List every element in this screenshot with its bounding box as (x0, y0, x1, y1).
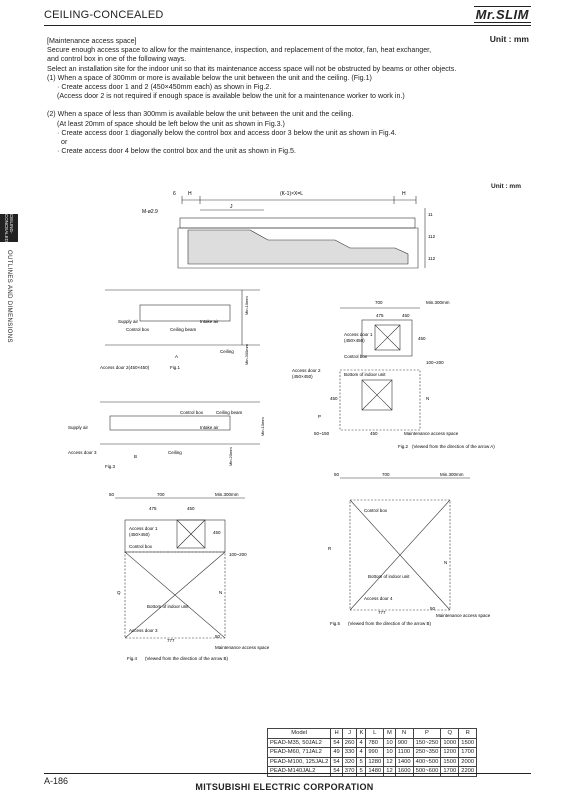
dim-label: 6 (173, 191, 176, 197)
label: 700 (382, 472, 390, 477)
hole-label: M-ø2.9 (142, 209, 158, 215)
label: Min.10mm (244, 296, 249, 315)
label: (450×450) (129, 532, 150, 537)
dim-label: 112 (428, 256, 436, 261)
model-cell: PEAD-M60, 71JAL2 (268, 748, 331, 758)
intro-line: (1) When a space of 300mm or more is available below the unit between the unit and the ceiling. (Fig.1) (47, 73, 372, 82)
table-cell: 4 (357, 748, 366, 758)
label: Maintenance access space (215, 645, 270, 650)
unit-label: Unit : mm (489, 34, 529, 44)
side-tab[interactable]: CEILING-CONCEALED (0, 214, 18, 242)
col-header: P (413, 729, 441, 739)
table-row (268, 738, 477, 748)
table-cell: 250~350 (413, 748, 441, 758)
fig2-diagram (280, 290, 495, 455)
dim-label: H (188, 191, 192, 197)
label: Ceiling beam (216, 410, 243, 415)
spec-table (267, 728, 477, 777)
fig-caption-note: (Viewed from the direction of the arrow A) (412, 444, 495, 449)
table-cell: 5 (357, 767, 366, 777)
table-cell: 12 (384, 767, 395, 777)
intro-text (47, 37, 527, 156)
label: 450 (370, 431, 378, 436)
table-cell: 1400 (395, 757, 413, 767)
table-row (268, 767, 477, 777)
col-header: J (342, 729, 357, 739)
label: Min.300mm (426, 300, 450, 305)
fig5-diagram (320, 470, 505, 635)
label: 450 (187, 506, 195, 511)
fig1-diagram (90, 285, 270, 375)
table-cell: 990 (366, 748, 384, 758)
label: 700 (375, 300, 383, 305)
table-cell: 54 (331, 767, 342, 777)
table-cell: 1700 (441, 767, 459, 777)
label: Intake air (200, 425, 219, 430)
col-header: H (331, 729, 342, 739)
label: Ceiling (168, 450, 182, 455)
brand-logo: Mr.SLIM (475, 7, 529, 22)
label: Bottom of indoor unit (147, 604, 189, 609)
page-number: A-186 (44, 776, 69, 786)
col-header: L (366, 729, 384, 739)
table-cell: 49 (331, 748, 342, 758)
table-cell: 10 (384, 748, 395, 758)
label: 100~200 (229, 552, 247, 557)
intro-line: · Create access door 1 diagonally below the control box and access door 3 below the unit as shown in Fig.4. (57, 128, 397, 137)
label: P (318, 414, 322, 419)
model-cell: PEAD-M140JAL2 (268, 767, 331, 777)
label: Access door 2 (292, 368, 321, 373)
intro-line: or (61, 138, 68, 147)
label: Access door 2(450×450) (100, 365, 150, 370)
label: Min.10mm (260, 417, 265, 436)
table-cell: 10 (384, 738, 395, 748)
label: N (219, 590, 223, 595)
col-header: Model (268, 729, 331, 739)
table-cell: 1500 (441, 757, 459, 767)
label: Q (117, 590, 121, 595)
col-header: M (384, 729, 395, 739)
fig3-diagram (60, 398, 280, 473)
label: Control box (344, 354, 368, 359)
dim-label: J (230, 204, 233, 210)
col-header: Q (441, 729, 459, 739)
table-cell: 4 (357, 738, 366, 748)
label: Min.20mm (228, 447, 233, 466)
dim-label: 11 (428, 212, 433, 217)
intro-line: · Create access door 4 below the control box and the unit as shown in Fig.5. (57, 147, 296, 156)
table-row (268, 757, 477, 767)
intro-line: and control box in one of the following ways. (47, 55, 187, 64)
table-cell: 1700 (459, 748, 477, 758)
label: 50~150 (314, 431, 330, 436)
side-section-label: OUTLINES AND DIMENSIONS (6, 250, 12, 343)
dim-label: H (402, 191, 406, 197)
label: Maintenance access space (404, 431, 459, 436)
label: Bottom of indoor unit (344, 372, 386, 377)
dim-label: (K-1)×X=L (280, 191, 304, 197)
col-header: R (459, 729, 477, 739)
label: 777 (378, 610, 386, 615)
table-cell: 1600 (395, 767, 413, 777)
table-cell: 54 (331, 738, 342, 748)
arrow-label: B (134, 454, 138, 459)
table-cell: 1500 (459, 738, 477, 748)
table-cell: 54 (331, 757, 342, 767)
label: Control box (364, 508, 388, 513)
table-cell: 5 (357, 757, 366, 767)
table-cell: 900 (395, 738, 413, 748)
fig-caption: Fig.4 (127, 656, 138, 661)
table-cell: 1280 (366, 757, 384, 767)
label: Ceiling beam (170, 327, 197, 332)
label: 777 (167, 638, 175, 643)
table-cell: 1480 (366, 767, 384, 777)
label: Access door 3 (129, 628, 158, 633)
fig-caption: Fig.5 (330, 621, 341, 626)
table-cell: 1000 (441, 738, 459, 748)
label: Supply air (68, 425, 89, 430)
label: 450 (402, 313, 410, 318)
label: Control box (129, 544, 153, 549)
label: Access door 1 (344, 332, 373, 337)
table-cell: 2000 (459, 757, 477, 767)
dim-label: 112 (428, 234, 436, 239)
label: 450 (330, 396, 338, 401)
unit-label-2: Unit : mm (491, 183, 521, 190)
table-cell: 400~500 (413, 757, 441, 767)
label: N (426, 396, 430, 401)
table-cell: 780 (366, 738, 384, 748)
footer-divider (44, 773, 531, 774)
label: 475 (376, 313, 384, 318)
label: 50 (109, 492, 115, 497)
label: Access door 4 (364, 596, 393, 601)
fig-caption: Fig.3 (105, 464, 116, 469)
col-header: K (357, 729, 366, 739)
label: 50 (215, 634, 221, 639)
fig-caption-note: (Viewed from the direction of the arrow B) (348, 621, 431, 626)
label: Bottom of indoor unit (368, 574, 410, 579)
label: 100~200 (426, 360, 444, 365)
intro-line: Select an installation site for the indoor unit so that its maintenance access space will not be obstructed by beams or other objects. (47, 64, 457, 73)
label: 475 (149, 506, 157, 511)
table-cell: 500~600 (413, 767, 441, 777)
label: Access door 3 (68, 450, 97, 455)
table-cell: 1100 (395, 748, 413, 758)
table-cell: 330 (342, 748, 357, 758)
label: 50 (430, 606, 436, 611)
fig-caption-note: (Viewed from the direction of the arrow B) (145, 656, 228, 661)
fig-caption: Fig.1 (170, 365, 181, 370)
fig-caption: Fig.2 (398, 444, 409, 449)
label: Min.300mm (244, 344, 249, 365)
arrow-label: A (175, 354, 179, 359)
label: (450×450) (292, 374, 313, 379)
intro-line: (At least 20mm of space should be left below the unit as shown in Fig.3.) (57, 119, 285, 128)
label: Maintenance access space (436, 613, 491, 618)
label: 450 (418, 336, 426, 341)
table-cell: 12 (384, 757, 395, 767)
intro-title: [Maintenance access space] (47, 37, 137, 45)
label: 700 (157, 492, 165, 497)
label: Control box (180, 410, 204, 415)
label: 50 (334, 472, 340, 477)
header-divider (44, 25, 531, 26)
label: Control box (126, 327, 150, 332)
section-title: CEILING-CONCEALED (44, 9, 164, 21)
table-cell: 320 (342, 757, 357, 767)
table-cell: 260 (342, 738, 357, 748)
table-cell: 370 (342, 767, 357, 777)
model-cell: PEAD-M100, 125JAL2 (268, 757, 331, 767)
label: Min.300mm (215, 492, 239, 497)
label: R (328, 546, 332, 551)
table-header-row (268, 729, 477, 739)
fig4-diagram (95, 490, 280, 665)
label: 450 (213, 530, 221, 535)
model-cell: PEAD-M35, 50JAL2 (268, 738, 331, 748)
corporation-name: MITSUBISHI ELECTRIC CORPORATION (195, 782, 374, 792)
intro-line: Secure enough access space to allow for the maintenance, inspection, and replacement of the motor, fan, heat exchanger, (47, 46, 432, 55)
label: (450×450) (344, 338, 365, 343)
col-header: N (395, 729, 413, 739)
label: Ceiling (220, 349, 234, 354)
table-cell: 2200 (459, 767, 477, 777)
intro-line: · Create access door 1 and 2 (450×450mm each) as shown in Fig.2. (57, 83, 272, 92)
label: Supply air (118, 319, 139, 324)
table-row (268, 748, 477, 758)
label: N (444, 560, 448, 565)
intro-line: (2) When a space of less than 300mm is available below the unit between the unit and the ceiling. (47, 110, 354, 119)
unit-side-view (140, 188, 440, 274)
table-cell: 1200 (441, 748, 459, 758)
label: Access door 1 (129, 526, 158, 531)
label: Min.300mm (440, 472, 464, 477)
table-cell: 150~250 (413, 738, 441, 748)
intro-line: (Access door 2 is not required if enough space is available below the unit for a maintenance worker to work in.) (57, 92, 405, 101)
label: Intake air (200, 319, 219, 324)
